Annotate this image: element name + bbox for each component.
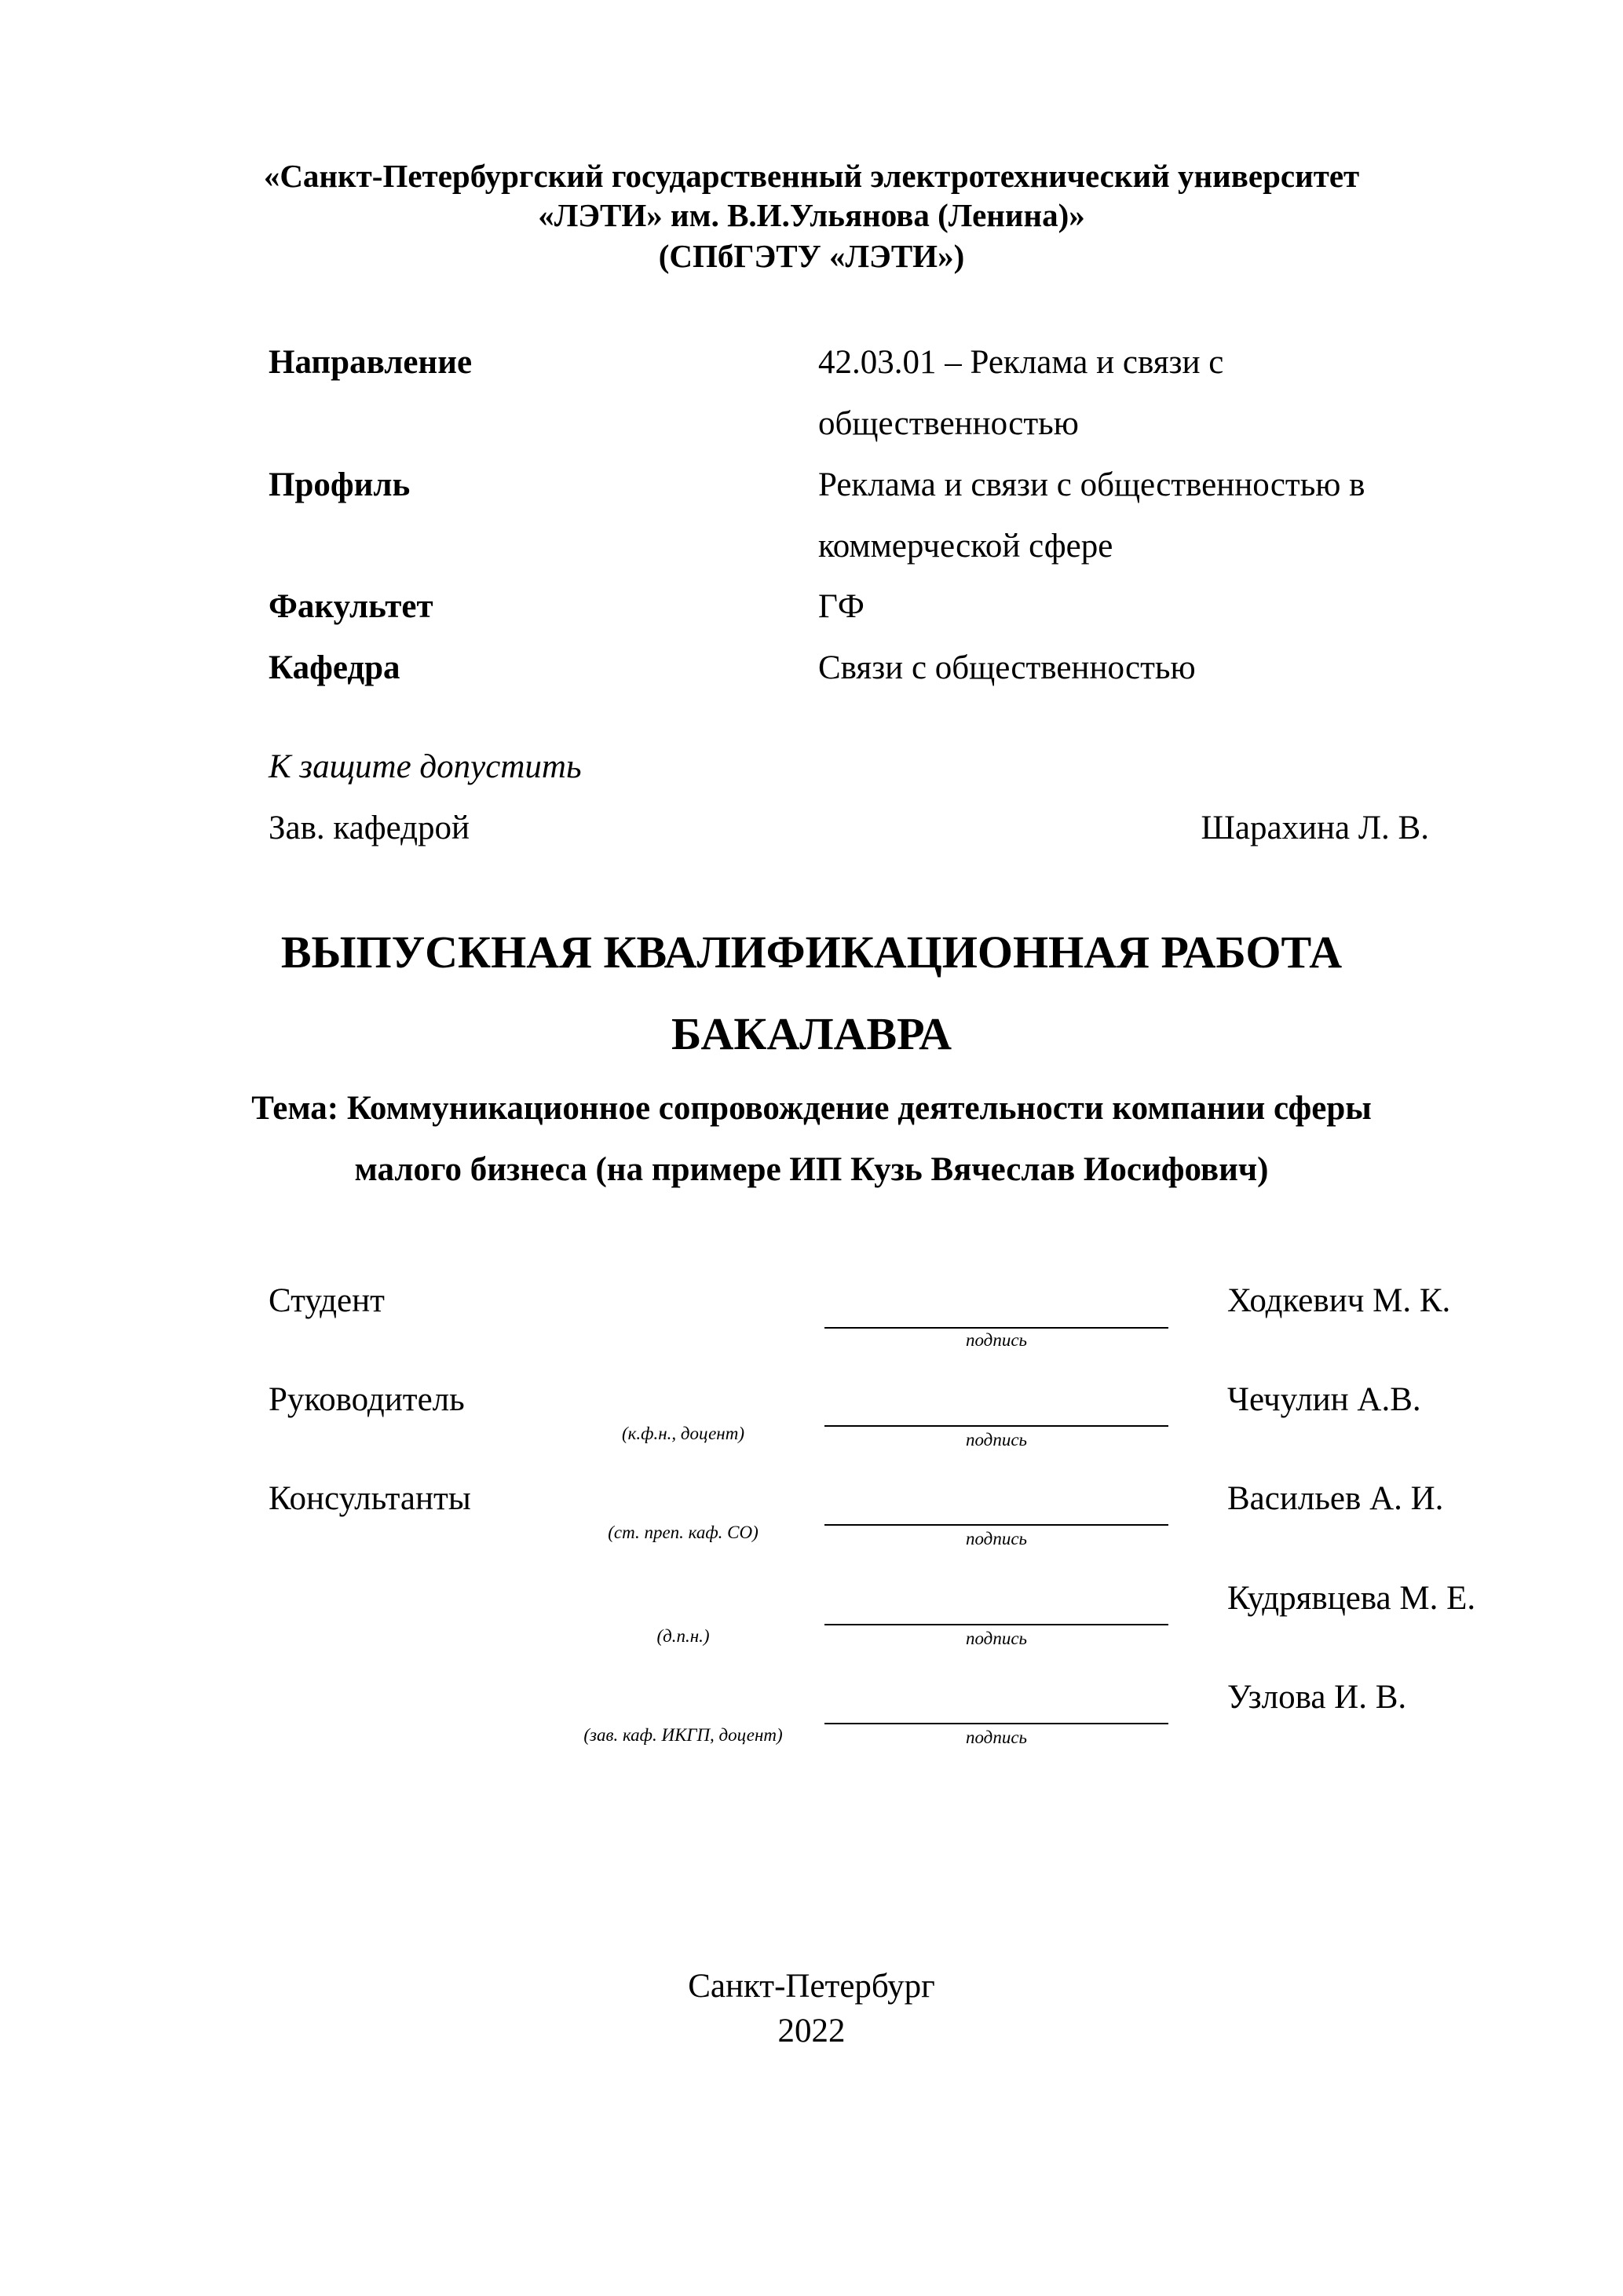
direction-label: Направление	[269, 344, 473, 381]
student-role: Студент	[269, 1282, 385, 1319]
signature-line	[824, 1425, 1168, 1427]
consultant-2-name: Кудрявцева М. Е.	[1227, 1580, 1476, 1617]
signature-caption: подпись	[965, 1629, 1027, 1648]
consultant-2-position: (д.п.н.)	[656, 1626, 710, 1646]
consultants-role: Консультанты	[269, 1480, 471, 1517]
signature-caption: подпись	[965, 1529, 1027, 1548]
work-title-line2: БАКАЛАВРА	[671, 1008, 952, 1059]
city: Санкт-Петербург	[688, 1968, 935, 2005]
department-label: Кафедра	[269, 649, 400, 686]
signature-caption: подпись	[965, 1430, 1027, 1450]
university-name-line2: «ЛЭТИ» им. В.И.Ульянова (Ленина)»	[538, 197, 1085, 233]
consultant-1-position: (ст. преп. каф. СО)	[608, 1523, 758, 1542]
profile-value: Реклама и связи с общественностью в коммерческой сфере	[818, 466, 1365, 565]
department-value: Связи с общественностью	[818, 649, 1196, 686]
signature-line	[824, 1624, 1168, 1625]
university-name-line1: «Санкт-Петербургский государственный электротехнический университет	[263, 158, 1360, 194]
signature-line	[824, 1327, 1168, 1329]
theme-line2: малого бизнеса (на примере ИП Кузь Вячеслав Иосифович)	[354, 1151, 1269, 1188]
theme-line1: Тема: Коммуникационное сопровождение деятельности компании сферы	[251, 1090, 1372, 1127]
direction-value: 42.03.01 – Реклама и связи с общественностью	[818, 344, 1224, 442]
profile-label: Профиль	[269, 466, 411, 503]
faculty-label: Факультет	[269, 588, 433, 625]
faculty-value: ГФ	[818, 588, 865, 625]
signature-caption: подпись	[965, 1727, 1027, 1747]
admit-to-defense: К защите допустить	[269, 748, 582, 785]
student-name: Ходкевич М. К.	[1227, 1282, 1451, 1319]
head-of-department-label: Зав. кафедрой	[269, 810, 470, 846]
signature-caption: подпись	[965, 1330, 1027, 1350]
signature-line	[824, 1723, 1168, 1724]
university-abbr: (СПбГЭТУ «ЛЭТИ»)	[658, 238, 965, 274]
supervisor-position: (к.ф.н., доцент)	[621, 1424, 744, 1443]
consultant-1-name: Васильев А. И.	[1227, 1480, 1444, 1517]
head-of-department-name: Шарахина Л. В.	[1201, 810, 1429, 846]
consultant-3-name: Узлова И. В.	[1227, 1679, 1407, 1716]
year: 2022	[777, 2013, 846, 2049]
supervisor-role: Руководитель	[269, 1381, 465, 1418]
work-title-line1: ВЫПУСКНАЯ КВАЛИФИКАЦИОННАЯ РАБОТА	[280, 927, 1343, 978]
signature-line	[824, 1524, 1168, 1526]
supervisor-name: Чечулин А.В.	[1227, 1381, 1421, 1418]
consultant-3-position: (зав. каф. ИКГП, доцент)	[583, 1725, 783, 1745]
